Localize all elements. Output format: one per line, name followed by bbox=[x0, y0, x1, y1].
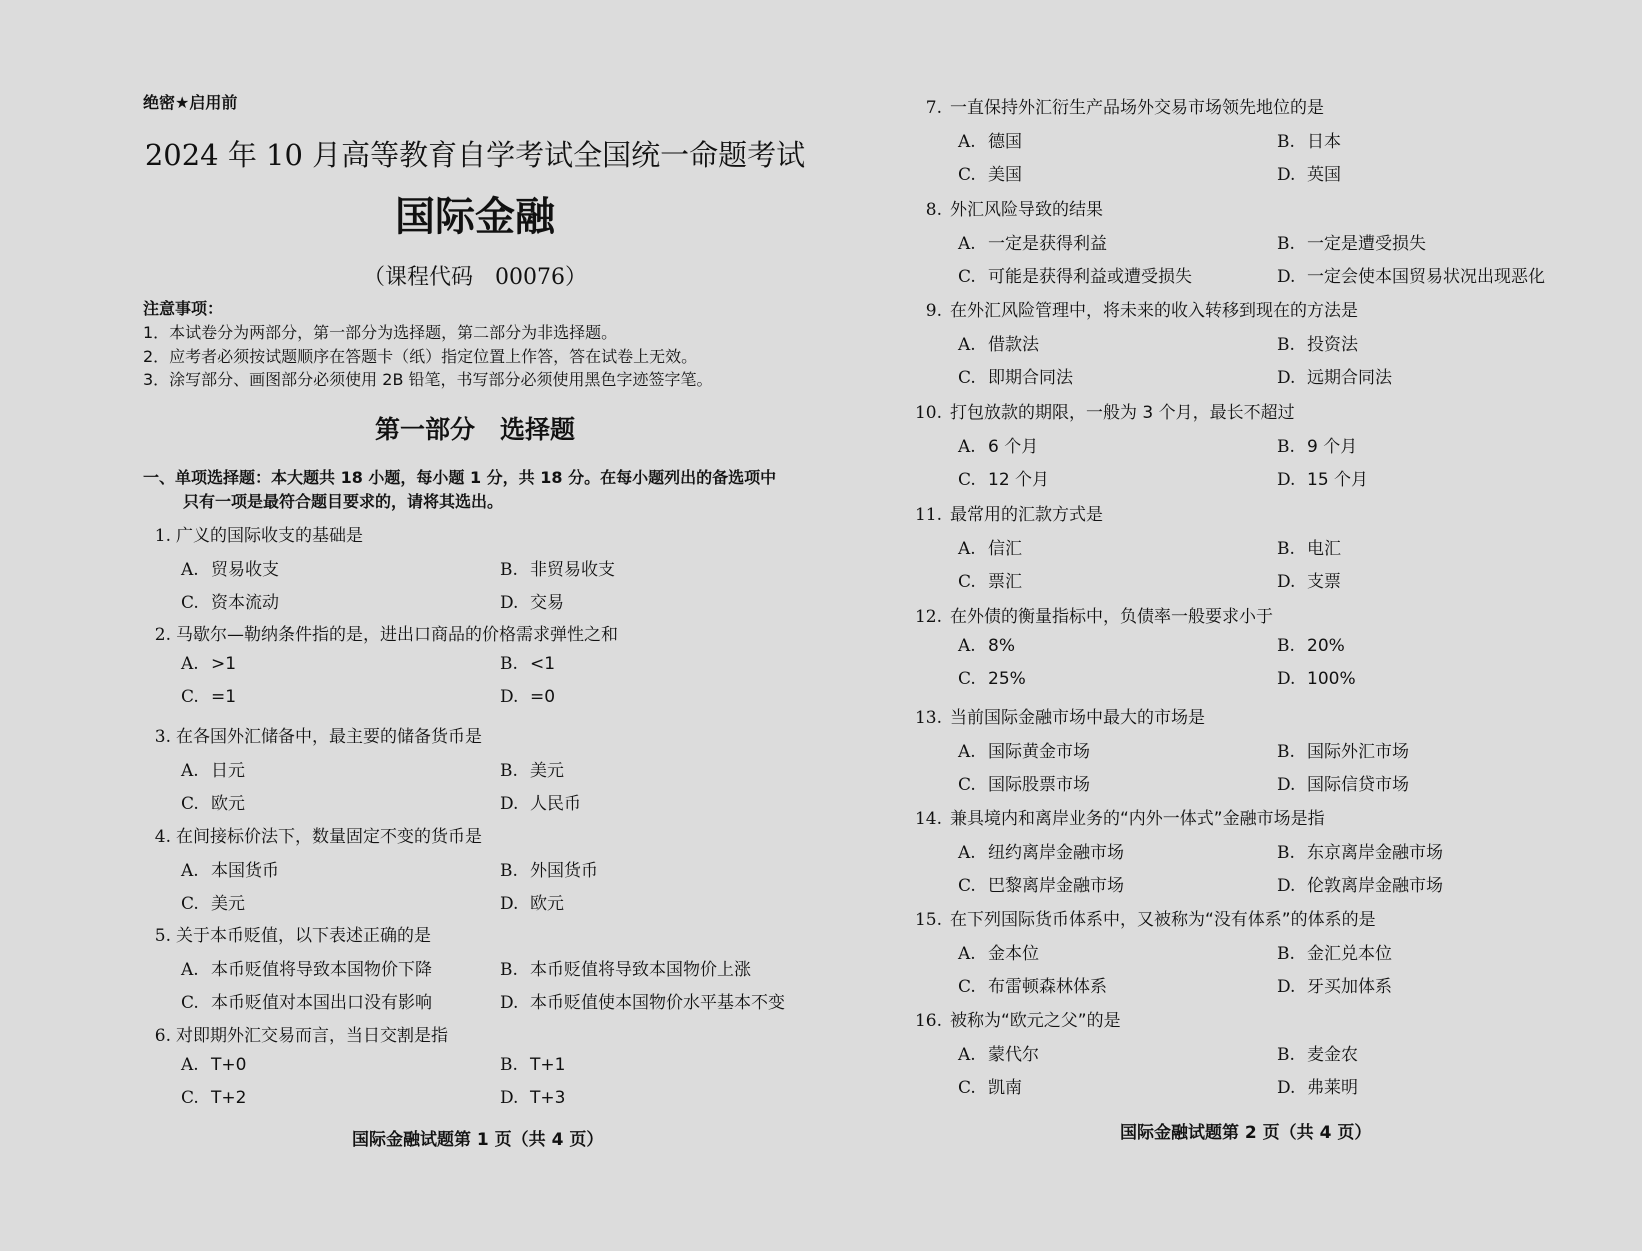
question-stem bbox=[906, 296, 1358, 321]
subject-title: 国际金融 bbox=[395, 194, 555, 240]
question-text: 在外债的衡量指标中，负债率一般要求小于 bbox=[950, 607, 1273, 627]
question-stem bbox=[906, 398, 1295, 423]
option-text: 德国 bbox=[988, 131, 1022, 152]
answer-option bbox=[500, 1088, 565, 1108]
option-text: 美国 bbox=[988, 165, 1022, 185]
option-text: 国际黄金市场 bbox=[988, 741, 1090, 762]
section-heading: 第一部分 选择题 bbox=[374, 415, 575, 444]
answer-option bbox=[1277, 636, 1345, 656]
option-text: 布雷顿森林体系 bbox=[988, 977, 1107, 997]
instruction-line-2: 只有一项是最符合题目要求的，请将其选出。 bbox=[183, 492, 504, 511]
answer-option bbox=[958, 1040, 1039, 1065]
option-text: 100% bbox=[1307, 669, 1356, 689]
answer-option bbox=[958, 160, 1022, 185]
option-letter: C. bbox=[181, 993, 199, 1013]
option-text: 本币贬值将导致本国物价上涨 bbox=[530, 959, 751, 980]
option-text: 国际信贷市场 bbox=[1307, 775, 1409, 795]
answer-option bbox=[181, 955, 432, 980]
option-letter: B. bbox=[1277, 1044, 1295, 1065]
answer-option bbox=[1277, 939, 1392, 964]
option-text: 麦金农 bbox=[1307, 1044, 1358, 1065]
option-letter: D. bbox=[500, 794, 519, 814]
option-letter: B. bbox=[1277, 741, 1295, 762]
option-text: 贸易收支 bbox=[211, 559, 279, 580]
answer-option bbox=[500, 588, 564, 613]
question-number: 2. bbox=[154, 625, 171, 645]
answer-option bbox=[500, 856, 598, 881]
question-number: 13. bbox=[914, 708, 942, 728]
option-text: 外国货币 bbox=[530, 860, 598, 881]
option-letter: A. bbox=[181, 1054, 199, 1075]
option-text: 6 个月 bbox=[988, 436, 1039, 457]
answer-option bbox=[958, 737, 1090, 762]
answer-option bbox=[181, 687, 236, 707]
option-letter: D. bbox=[1277, 368, 1296, 388]
question-stem bbox=[906, 905, 1376, 930]
option-text: 票汇 bbox=[988, 572, 1022, 592]
answer-option bbox=[1277, 838, 1443, 863]
exam-title: 2024 年 10 月高等教育自学考试全国统一命题考试 bbox=[144, 138, 806, 172]
option-text: 金汇兑本位 bbox=[1307, 943, 1392, 964]
option-text: 牙买加体系 bbox=[1307, 977, 1392, 997]
option-text: 即期合同法 bbox=[988, 368, 1073, 388]
question-text: 在下列国际货币体系中，又被称为“没有体系”的体系的是 bbox=[950, 910, 1376, 930]
option-letter: A. bbox=[958, 635, 976, 656]
option-letter: A. bbox=[958, 233, 976, 254]
answer-option bbox=[958, 465, 1049, 490]
notice-item: 3．涂写部分、画图部分必须使用 2B 铅笔，书写部分必须使用黑色字迹签字笔。 bbox=[143, 370, 713, 389]
question-number: 15. bbox=[914, 910, 942, 930]
option-text: 国际股票市场 bbox=[988, 775, 1090, 795]
question-stem bbox=[906, 703, 1205, 728]
answer-option bbox=[181, 555, 279, 580]
answer-option bbox=[1277, 770, 1409, 795]
answer-option bbox=[181, 789, 245, 814]
answer-option bbox=[958, 1073, 1022, 1098]
option-letter: C. bbox=[181, 1088, 199, 1108]
option-text: 日元 bbox=[211, 760, 245, 781]
option-text: T+0 bbox=[211, 1054, 247, 1075]
answer-option bbox=[500, 555, 615, 580]
answer-option bbox=[500, 955, 751, 980]
question-number: 8. bbox=[925, 200, 942, 220]
answer-option bbox=[1277, 1073, 1358, 1098]
option-letter: B. bbox=[1277, 436, 1295, 457]
option-text: >1 bbox=[211, 653, 237, 674]
option-text: 日本 bbox=[1307, 131, 1341, 152]
option-text: =0 bbox=[530, 687, 556, 707]
question-text: 一直保持外汇衍生产品场外交易市场领先地位的是 bbox=[950, 98, 1324, 118]
option-text: 8% bbox=[988, 635, 1015, 656]
answer-option bbox=[1277, 330, 1358, 355]
answer-option bbox=[958, 838, 1124, 863]
option-letter: B. bbox=[1277, 233, 1295, 254]
option-text: 巴黎离岸金融市场 bbox=[988, 876, 1124, 896]
question-stem bbox=[906, 1006, 1121, 1031]
page-footer-right: 国际金融试题第 2 页（共 4 页） bbox=[1120, 1123, 1372, 1143]
question-text: 兼具境内和离岸业务的“内外一体式”金融市场是指 bbox=[950, 809, 1325, 829]
answer-option bbox=[958, 939, 1039, 964]
option-text: 金本位 bbox=[988, 943, 1039, 964]
option-letter: D. bbox=[1277, 572, 1296, 592]
option-letter: A. bbox=[958, 1044, 976, 1065]
option-letter: D. bbox=[1277, 267, 1296, 287]
question-text: 在各国外汇储备中，最主要的储备货币是 bbox=[176, 727, 482, 747]
question-stem bbox=[906, 804, 1325, 829]
option-text: 弗莱明 bbox=[1307, 1078, 1358, 1098]
question-number: 3. bbox=[154, 727, 171, 747]
option-text: 一定是获得利益 bbox=[988, 233, 1107, 254]
option-letter: D. bbox=[1277, 669, 1296, 689]
answer-option bbox=[958, 669, 1026, 689]
option-text: 蒙代尔 bbox=[988, 1044, 1039, 1065]
option-letter: A. bbox=[958, 334, 976, 355]
option-letter: D. bbox=[1277, 470, 1296, 490]
option-letter: B. bbox=[500, 1054, 518, 1075]
question-text: 当前国际金融市场中最大的市场是 bbox=[950, 708, 1205, 728]
question-stem bbox=[135, 521, 363, 546]
question-stem bbox=[135, 1021, 448, 1046]
answer-option bbox=[1277, 1040, 1358, 1065]
option-letter: A. bbox=[181, 653, 199, 674]
option-letter: A. bbox=[181, 559, 199, 580]
question-number: 6. bbox=[154, 1026, 171, 1046]
course-code: （课程代码 00076） bbox=[363, 265, 587, 290]
question-number: 10. bbox=[914, 403, 942, 423]
option-text: 美元 bbox=[211, 894, 245, 914]
question-stem bbox=[135, 822, 482, 847]
question-text: 在外汇风险管理中，将未来的收入转移到现在的方法是 bbox=[950, 301, 1358, 321]
option-letter: B. bbox=[1277, 538, 1295, 559]
question-text: 打包放款的期限，一般为 3 个月，最长不超过 bbox=[950, 403, 1295, 423]
option-letter: C. bbox=[181, 593, 199, 613]
question-number: 12. bbox=[914, 607, 942, 627]
question-number: 14. bbox=[914, 809, 942, 829]
question-number: 16. bbox=[914, 1011, 942, 1031]
question-number: 4. bbox=[154, 827, 171, 847]
answer-option bbox=[1277, 363, 1392, 388]
question-stem bbox=[906, 93, 1324, 118]
option-text: 支票 bbox=[1307, 572, 1341, 592]
answer-option bbox=[1277, 567, 1341, 592]
option-letter: C. bbox=[958, 572, 976, 592]
option-letter: B. bbox=[500, 653, 518, 674]
option-text: 本币贬值使本国物价水平基本不变 bbox=[530, 993, 785, 1013]
option-letter: B. bbox=[1277, 131, 1295, 152]
option-letter: A. bbox=[958, 741, 976, 762]
answer-option bbox=[1277, 465, 1368, 490]
option-letter: D. bbox=[1277, 165, 1296, 185]
answer-option bbox=[1277, 972, 1392, 997]
option-text: 本币贬值对本国出口没有影响 bbox=[211, 993, 432, 1013]
question-number: 11. bbox=[914, 505, 942, 525]
notice-heading: 注意事项： bbox=[143, 299, 224, 318]
answer-option bbox=[500, 988, 785, 1013]
question-stem bbox=[906, 195, 1103, 220]
answer-option bbox=[958, 127, 1022, 152]
option-text: T+2 bbox=[211, 1088, 247, 1108]
answer-option bbox=[181, 756, 245, 781]
notice-item: 1．本试卷分为两部分，第一部分为选择题，第二部分为非选择题。 bbox=[143, 323, 618, 342]
question-stem bbox=[135, 921, 431, 946]
option-letter: D. bbox=[500, 993, 519, 1013]
option-letter: A. bbox=[181, 959, 199, 980]
answer-option bbox=[958, 330, 1039, 355]
option-text: 凯南 bbox=[988, 1078, 1022, 1098]
option-letter: A. bbox=[958, 538, 976, 559]
page-footer-left: 国际金融试题第 1 页（共 4 页） bbox=[352, 1130, 604, 1150]
confidential-label: 绝密★启用前 bbox=[143, 93, 238, 112]
answer-option bbox=[958, 972, 1107, 997]
answer-option bbox=[1277, 432, 1357, 457]
option-letter: B. bbox=[1277, 334, 1295, 355]
option-text: 纽约离岸金融市场 bbox=[988, 842, 1124, 863]
option-text: 交易 bbox=[530, 593, 564, 613]
answer-option bbox=[181, 654, 236, 674]
question-text: 在间接标价法下，数量固定不变的货币是 bbox=[176, 827, 482, 847]
option-letter: D. bbox=[500, 687, 519, 707]
option-letter: C. bbox=[181, 794, 199, 814]
option-text: 15 个月 bbox=[1307, 470, 1369, 490]
option-letter: B. bbox=[1277, 943, 1295, 964]
option-letter: C. bbox=[958, 470, 976, 490]
option-letter: D. bbox=[1277, 876, 1296, 896]
option-letter: C. bbox=[958, 267, 976, 287]
option-text: 可能是获得利益或遭受损失 bbox=[988, 267, 1192, 287]
answer-option bbox=[181, 1055, 246, 1075]
option-text: 9 个月 bbox=[1307, 436, 1358, 457]
answer-option bbox=[181, 889, 245, 914]
option-text: 英国 bbox=[1307, 165, 1341, 185]
option-text: 国际外汇市场 bbox=[1307, 741, 1409, 762]
answer-option bbox=[1277, 534, 1341, 559]
answer-option bbox=[1277, 871, 1443, 896]
answer-option bbox=[958, 229, 1107, 254]
option-text: <1 bbox=[530, 653, 556, 674]
option-letter: C. bbox=[958, 876, 976, 896]
answer-option bbox=[958, 363, 1073, 388]
question-stem bbox=[135, 620, 618, 645]
answer-option bbox=[958, 534, 1022, 559]
option-letter: C. bbox=[958, 775, 976, 795]
answer-option bbox=[181, 1088, 246, 1108]
option-letter: A. bbox=[181, 860, 199, 881]
option-letter: C. bbox=[958, 669, 976, 689]
question-text: 对即期外汇交易而言，当日交割是指 bbox=[176, 1026, 448, 1046]
option-letter: B. bbox=[500, 760, 518, 781]
option-letter: A. bbox=[958, 131, 976, 152]
notice-item: 2．应考者必须按试题顺序在答题卡（纸）指定位置上作答，答在试卷上无效。 bbox=[143, 347, 698, 366]
answer-option bbox=[958, 432, 1038, 457]
answer-option bbox=[500, 1055, 565, 1075]
option-letter: A. bbox=[958, 943, 976, 964]
option-text: 20% bbox=[1307, 635, 1345, 656]
answer-option bbox=[958, 567, 1022, 592]
option-text: T+1 bbox=[530, 1054, 566, 1075]
answer-option bbox=[181, 856, 279, 881]
option-letter: D. bbox=[1277, 1078, 1296, 1098]
option-text: 东京离岸金融市场 bbox=[1307, 842, 1443, 863]
option-text: 一定会使本国贸易状况出现恶化 bbox=[1307, 267, 1545, 287]
question-stem bbox=[135, 722, 482, 747]
option-letter: A. bbox=[958, 842, 976, 863]
answer-option bbox=[500, 654, 555, 674]
option-text: 欧元 bbox=[211, 794, 245, 814]
question-text: 马歇尔—勒纳条件指的是，进出口商品的价格需求弹性之和 bbox=[176, 625, 618, 645]
option-letter: C. bbox=[181, 894, 199, 914]
answer-option bbox=[958, 871, 1124, 896]
answer-option bbox=[1277, 229, 1426, 254]
option-letter: B. bbox=[1277, 842, 1295, 863]
option-text: 资本流动 bbox=[211, 593, 279, 613]
question-text: 广义的国际收支的基础是 bbox=[176, 526, 363, 546]
answer-option bbox=[500, 889, 564, 914]
option-text: 美元 bbox=[530, 760, 564, 781]
option-text: 信汇 bbox=[988, 538, 1022, 559]
option-letter: D. bbox=[500, 1088, 519, 1108]
option-letter: C. bbox=[958, 1078, 976, 1098]
option-letter: D. bbox=[500, 593, 519, 613]
option-text: T+3 bbox=[530, 1088, 566, 1108]
question-text: 最常用的汇款方式是 bbox=[950, 505, 1103, 525]
answer-option bbox=[181, 988, 432, 1013]
option-text: 25% bbox=[988, 669, 1026, 689]
option-letter: B. bbox=[1277, 635, 1295, 656]
option-text: 人民币 bbox=[530, 794, 581, 814]
option-letter: D. bbox=[1277, 977, 1296, 997]
question-text: 关于本币贬值，以下表述正确的是 bbox=[176, 926, 431, 946]
question-text: 被称为“欧元之父”的是 bbox=[950, 1011, 1121, 1031]
option-letter: D. bbox=[1277, 775, 1296, 795]
answer-option bbox=[1277, 262, 1545, 287]
option-text: =1 bbox=[211, 687, 237, 707]
option-letter: B. bbox=[500, 959, 518, 980]
option-letter: B. bbox=[500, 860, 518, 881]
option-letter: B. bbox=[500, 559, 518, 580]
option-letter: C. bbox=[958, 368, 976, 388]
option-text: 本国货币 bbox=[211, 860, 279, 881]
answer-option bbox=[181, 588, 279, 613]
answer-option bbox=[1277, 737, 1409, 762]
question-stem bbox=[906, 602, 1273, 627]
option-text: 伦敦离岸金融市场 bbox=[1307, 876, 1443, 896]
option-text: 欧元 bbox=[530, 894, 564, 914]
question-number: 9. bbox=[925, 301, 942, 321]
option-text: 远期合同法 bbox=[1307, 368, 1392, 388]
option-letter: D. bbox=[500, 894, 519, 914]
answer-option bbox=[500, 756, 564, 781]
question-stem bbox=[906, 500, 1103, 525]
option-text: 非贸易收支 bbox=[530, 559, 615, 580]
option-text: 12 个月 bbox=[988, 470, 1050, 490]
option-text: 本币贬值将导致本国物价下降 bbox=[211, 959, 432, 980]
option-letter: C. bbox=[958, 977, 976, 997]
option-letter: A. bbox=[958, 436, 976, 457]
answer-option bbox=[500, 789, 581, 814]
question-number: 7. bbox=[925, 98, 942, 118]
option-letter: C. bbox=[958, 165, 976, 185]
answer-option bbox=[1277, 160, 1341, 185]
option-text: 一定是遭受损失 bbox=[1307, 233, 1426, 254]
answer-option bbox=[500, 687, 555, 707]
answer-option bbox=[958, 262, 1192, 287]
option-letter: A. bbox=[181, 760, 199, 781]
question-text: 外汇风险导致的结果 bbox=[950, 200, 1103, 220]
option-text: 借款法 bbox=[988, 334, 1039, 355]
option-text: 电汇 bbox=[1307, 538, 1341, 559]
instruction-line-1: 一、单项选择题：本大题共 18 小题，每小题 1 分，共 18 分。在每小题列出的备选项中 bbox=[143, 468, 777, 487]
answer-option bbox=[958, 770, 1090, 795]
question-number: 5. bbox=[154, 926, 171, 946]
option-letter: C. bbox=[181, 687, 199, 707]
answer-option bbox=[1277, 127, 1341, 152]
answer-option bbox=[1277, 669, 1356, 689]
answer-option bbox=[958, 636, 1015, 656]
question-number: 1. bbox=[154, 526, 171, 546]
option-text: 投资法 bbox=[1307, 334, 1358, 355]
